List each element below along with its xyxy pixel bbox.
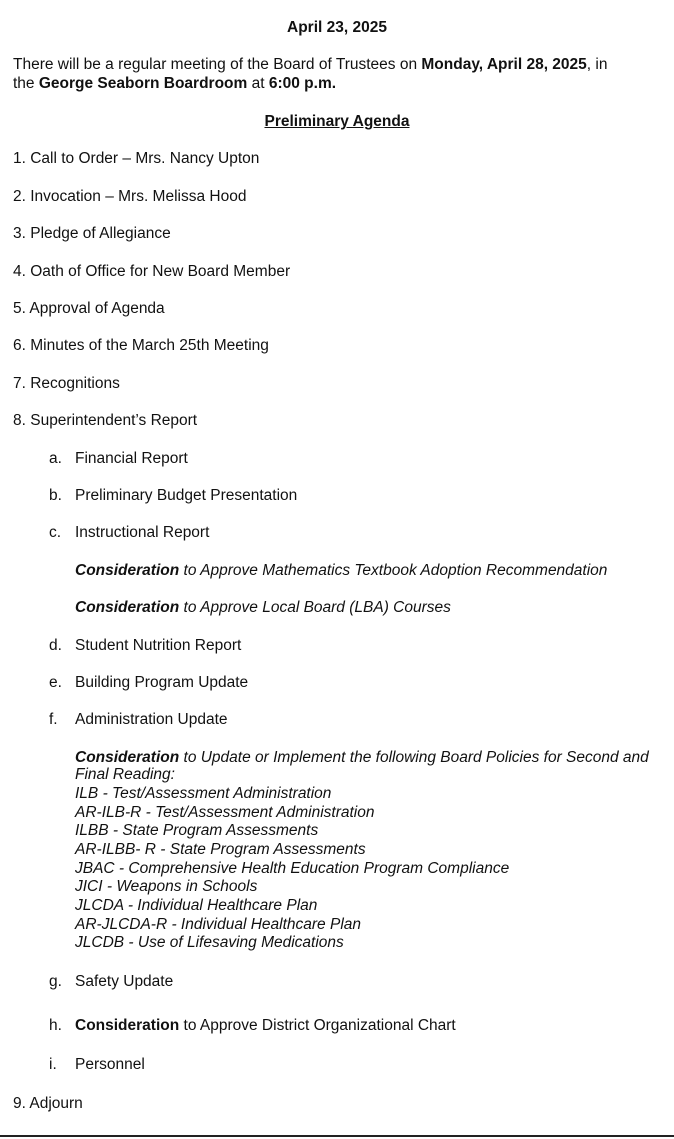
policy-item: AR-ILBB- R - State Program Assessments bbox=[75, 841, 366, 858]
subitem-a-letter: a. bbox=[49, 450, 62, 467]
subitem-e-letter: e. bbox=[49, 674, 62, 691]
agenda-item-5: 5. Approval of Agenda bbox=[13, 300, 165, 317]
document-date: April 23, 2025 bbox=[287, 19, 387, 36]
bottom-divider bbox=[0, 1135, 674, 1137]
policy-item: AR-ILB-R - Test/Assessment Administration bbox=[75, 804, 375, 821]
agenda-item-9: 9. Adjourn bbox=[13, 1095, 83, 1112]
policy-item: JLCDA - Individual Healthcare Plan bbox=[75, 897, 318, 914]
subitem-i-letter: i. bbox=[49, 1056, 57, 1073]
subitem-h-letter: h. bbox=[49, 1017, 62, 1034]
meeting-location: George Seaborn Boardroom bbox=[38, 75, 248, 92]
meeting-date: Monday, April 28, 2025 bbox=[421, 56, 587, 73]
consideration-board-policies-line2: Final Reading: bbox=[75, 766, 175, 783]
subitem-a-text: Financial Report bbox=[75, 450, 188, 467]
consideration-math-textbook: Consideration to Approve Mathematics Textbook Adoption Recommendation bbox=[75, 562, 608, 579]
policy-item: ILB - Test/Assessment Administration bbox=[75, 785, 332, 802]
subitem-g-text: Safety Update bbox=[75, 973, 174, 990]
subitem-c-letter: c. bbox=[49, 524, 62, 541]
agenda-item-1: 1. Call to Order – Mrs. Nancy Upton bbox=[13, 150, 260, 167]
subitem-f-letter: f. bbox=[49, 711, 58, 728]
agenda-item-6: 6. Minutes of the March 25th Meeting bbox=[13, 337, 269, 354]
agenda-item-7: 7. Recognitions bbox=[13, 375, 120, 392]
policy-item: AR-JLCDA-R - Individual Healthcare Plan bbox=[75, 916, 362, 933]
subitem-b-text: Preliminary Budget Presentation bbox=[75, 487, 298, 504]
subitem-g-letter: g. bbox=[49, 973, 62, 990]
agenda-item-8: 8. Superintendent’s Report bbox=[13, 412, 198, 429]
subitem-d-letter: d. bbox=[49, 637, 62, 654]
subitem-h-text: Consideration to Approve District Organizational Chart bbox=[75, 1017, 456, 1034]
policy-item: JLCDB - Use of Lifesaving Medications bbox=[75, 934, 344, 951]
subitem-i-text: Personnel bbox=[75, 1056, 145, 1073]
announcement-line-1: There will be a regular meeting of the Board of Trustees on Monday, April 28, 2025, in bbox=[13, 56, 608, 73]
policy-item: ILBB - State Program Assessments bbox=[75, 822, 319, 839]
subitem-c-text: Instructional Report bbox=[75, 524, 210, 541]
policy-item: JICI - Weapons in Schools bbox=[75, 878, 258, 895]
agenda-title: Preliminary Agenda bbox=[264, 113, 410, 130]
announcement-line-2: the George Seaborn Boardroom at 6:00 p.m. bbox=[13, 75, 337, 92]
agenda-item-4: 4. Oath of Office for New Board Member bbox=[13, 263, 291, 280]
subitem-f-text: Administration Update bbox=[75, 711, 228, 728]
meeting-announcement bbox=[13, 55, 607, 93]
subitem-d-text: Student Nutrition Report bbox=[75, 637, 242, 654]
consideration-board-policies: Consideration to Update or Implement the following Board Policies for Second and bbox=[75, 749, 649, 766]
subitem-e-text: Building Program Update bbox=[75, 674, 249, 691]
agenda-item-3: 3. Pledge of Allegiance bbox=[13, 225, 171, 242]
policy-item: JBAC - Comprehensive Health Education Program Compliance bbox=[75, 860, 510, 877]
consideration-lba-courses: Consideration to Approve Local Board (LBA) Courses bbox=[75, 599, 451, 616]
meeting-time: 6:00 p.m. bbox=[268, 75, 337, 92]
subitem-b-letter: b. bbox=[49, 487, 62, 504]
agenda-item-2: 2. Invocation – Mrs. Melissa Hood bbox=[13, 188, 247, 205]
